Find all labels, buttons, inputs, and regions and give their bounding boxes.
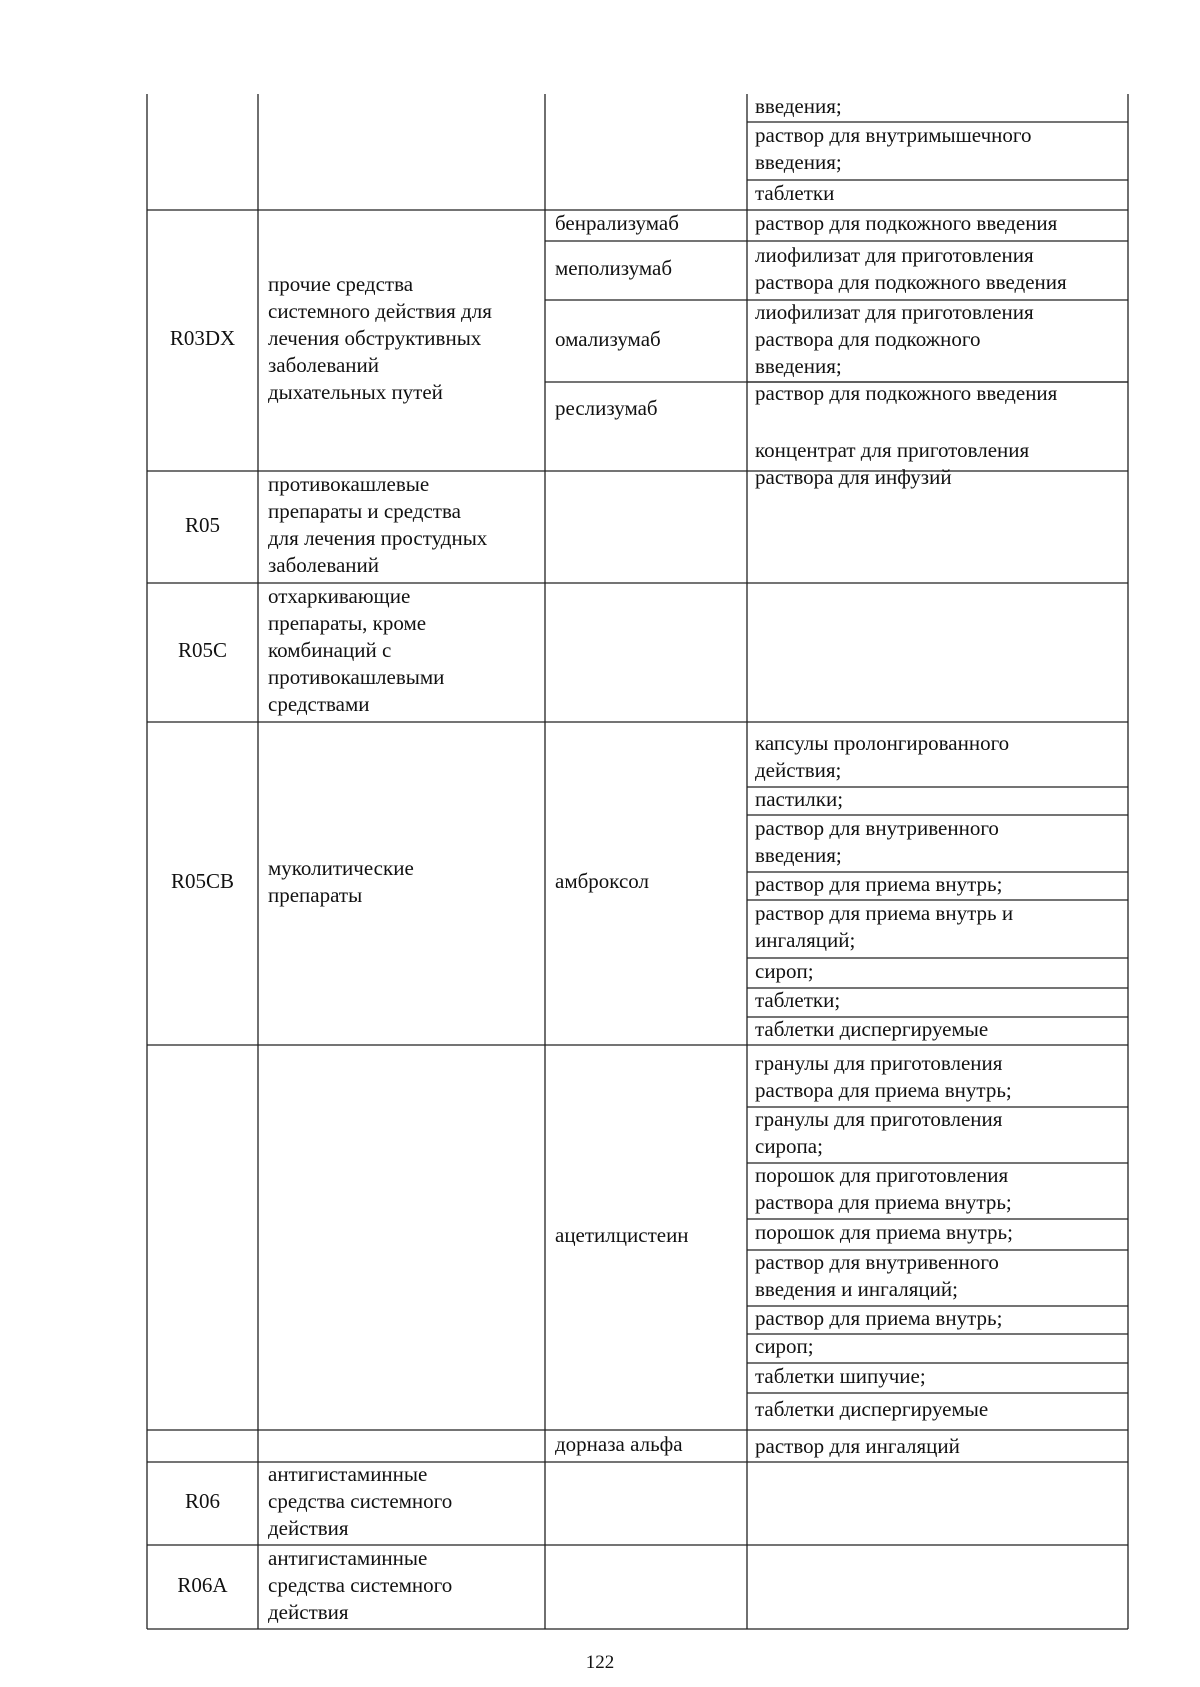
atc-group-name-line: средствами — [268, 692, 370, 716]
dosage-form-line: раствора для инфузий — [755, 465, 952, 489]
dosage-form-line: раствора для приема внутрь; — [755, 1077, 1012, 1102]
dosage-form-line: введения; — [755, 842, 842, 867]
dosage-form-line: раствора для приема внутрь; — [755, 1190, 1012, 1214]
dosage-form — [755, 122, 1126, 176]
dosage-form-line: таблетки; — [755, 988, 841, 1012]
dosage-form — [755, 93, 1126, 120]
atc-group-name-line: для лечения простудных — [268, 526, 488, 550]
dosage-form-line: раствор для ингаляций — [755, 1433, 960, 1458]
dosage-form — [755, 1249, 1126, 1303]
dosage-form — [755, 1363, 1126, 1390]
dosage-form — [755, 1396, 1126, 1423]
dosage-form — [755, 730, 1126, 784]
dosage-form-line: раствор для приема внутрь; — [755, 1305, 1003, 1330]
dosage-form-line: капсулы пролонгированного — [755, 730, 1010, 755]
atc-group-name-line: средства системного — [268, 1489, 453, 1513]
dosage-form — [755, 1050, 1126, 1104]
dosage-form-line: сироп; — [755, 958, 814, 983]
dosage-form — [755, 437, 1126, 491]
atc-code: R06 — [184, 1489, 220, 1513]
atc-code: R03DX — [169, 326, 236, 350]
dosage-form-line: раствор для внутривенного — [755, 815, 999, 840]
atc-group-name-line: заболеваний — [268, 553, 379, 577]
drug-name-line: амброксол — [555, 869, 649, 893]
dosage-form — [755, 1219, 1126, 1246]
dosage-form — [755, 299, 1126, 380]
dosage-form — [755, 242, 1126, 296]
atc-group-name-line: противокашлевыми — [268, 665, 445, 689]
dosage-form-line: введения; — [755, 93, 842, 118]
dosage-form-line: раствор для приема внутрь; — [755, 871, 1003, 896]
dosage-form — [755, 210, 1126, 237]
atc-group-name — [268, 583, 543, 718]
drug-name-line: меполизумаб — [555, 256, 673, 280]
dosage-form — [755, 1162, 1126, 1216]
dosage-form-line: порошок для приготовления — [755, 1163, 1009, 1187]
atc-group-name-line: прочие средства — [268, 272, 414, 296]
dosage-form — [755, 900, 1126, 954]
atc-group-name-line: заболеваний — [268, 353, 379, 377]
atc-group-name — [268, 1545, 543, 1626]
atc-group-name-line: муколитические — [268, 855, 414, 880]
drug-name-line: ацетилцистеин — [555, 1223, 689, 1247]
atc-group-name-line: дыхательных путей — [268, 380, 443, 404]
dosage-form — [755, 1333, 1126, 1360]
drug-name — [555, 1222, 745, 1249]
dosage-form-line: таблетки диспергируемые — [755, 1016, 989, 1041]
atc-code: R05CB — [170, 869, 235, 893]
atc-group-name-line: антигистаминные — [268, 1545, 428, 1570]
atc-group-name-line: отхаркивающие — [268, 584, 411, 608]
dosage-form-line: раствор для подкожного введения — [755, 211, 1058, 235]
dosage-form — [755, 815, 1126, 869]
dosage-form-line: гранулы для приготовления — [755, 1107, 1003, 1131]
dosage-form-line: введения; — [755, 353, 842, 378]
dosage-form-line: раствор для подкожного введения — [755, 381, 1058, 405]
dosage-form-line: сиропа; — [755, 1134, 823, 1158]
dosage-form — [755, 380, 1126, 407]
atc-group-name-line: препараты, кроме — [268, 611, 427, 635]
dosage-form-line: раствор для внутривенного — [755, 1250, 999, 1274]
dosage-form — [755, 1016, 1126, 1043]
atc-group-name — [268, 855, 543, 909]
drug-name — [555, 395, 745, 422]
dosage-form-line: пастилки; — [755, 786, 844, 811]
dosage-form-line: введения; — [755, 150, 842, 174]
atc-code: R06A — [177, 1572, 228, 1597]
dosage-form-line: лиофилизат для приготовления — [755, 242, 1034, 267]
atc-code: R05C — [177, 638, 227, 662]
atc-group-name — [268, 271, 543, 406]
dosage-form-line: гранулы для приготовления — [755, 1050, 1003, 1075]
dosage-form-line: таблетки диспергируемые — [755, 1397, 989, 1421]
dosage-form-line: концентрат для приготовления — [755, 438, 1030, 462]
atc-group-name-line: системного действия для — [268, 299, 492, 323]
drug-name — [555, 326, 745, 353]
drug-name — [555, 210, 745, 237]
dosage-form — [755, 1106, 1126, 1160]
dosage-form — [755, 1305, 1126, 1332]
atc-group-name-line: комбинаций с — [268, 638, 392, 662]
atc-group-name-line: действия — [268, 1516, 349, 1540]
atc-group-name-line: препараты и средства — [268, 499, 461, 523]
dosage-form — [755, 180, 1126, 207]
atc-group-name-line: препараты — [268, 882, 363, 907]
drug-name-line: омализумаб — [555, 326, 661, 351]
dosage-form-line: сироп; — [755, 1334, 814, 1358]
atc-group-name-line: антигистаминные — [268, 1462, 428, 1486]
atc-group-name-line: противокашлевые — [268, 472, 430, 496]
atc-group-name — [268, 1461, 543, 1542]
dosage-form — [755, 987, 1126, 1014]
atc-group-name-line: средства системного — [268, 1572, 453, 1597]
atc-code: R05 — [184, 512, 220, 537]
dosage-form-line: раствора для подкожного введения — [755, 269, 1067, 294]
drug-name-line: реслизумаб — [555, 396, 658, 420]
drug-name — [555, 868, 745, 895]
dosage-form-line: таблетки — [755, 180, 835, 205]
atc-group-name-line: действия — [268, 1599, 349, 1624]
dosage-form — [755, 786, 1126, 813]
drug-name-line: дорназа альфа — [555, 1431, 683, 1456]
dosage-form — [755, 958, 1126, 985]
atc-group-name — [268, 471, 543, 579]
atc-group-name-line: лечения обструктивных — [268, 326, 482, 350]
dosage-form-line: введения и ингаляций; — [755, 1277, 958, 1301]
page-number: 122 — [585, 1652, 615, 1673]
drug-name — [555, 1431, 745, 1458]
dosage-form — [755, 1433, 1126, 1460]
dosage-form-line: порошок для приема внутрь; — [755, 1220, 1013, 1244]
dosage-form-line: раствора для подкожного — [755, 326, 981, 351]
dosage-form-line: лиофилизат для приготовления — [755, 299, 1034, 324]
dosage-form-line: таблетки шипучие; — [755, 1363, 926, 1388]
dosage-form — [755, 871, 1126, 898]
dosage-form-line: действия; — [755, 757, 842, 782]
drug-name-line: бенрализумаб — [555, 211, 679, 235]
dosage-form-line: раствор для внутримышечного — [755, 123, 1032, 147]
drug-name — [555, 255, 745, 282]
dosage-form-line: раствор для приема внутрь и — [755, 901, 1014, 925]
dosage-form-line: ингаляций; — [755, 928, 856, 952]
